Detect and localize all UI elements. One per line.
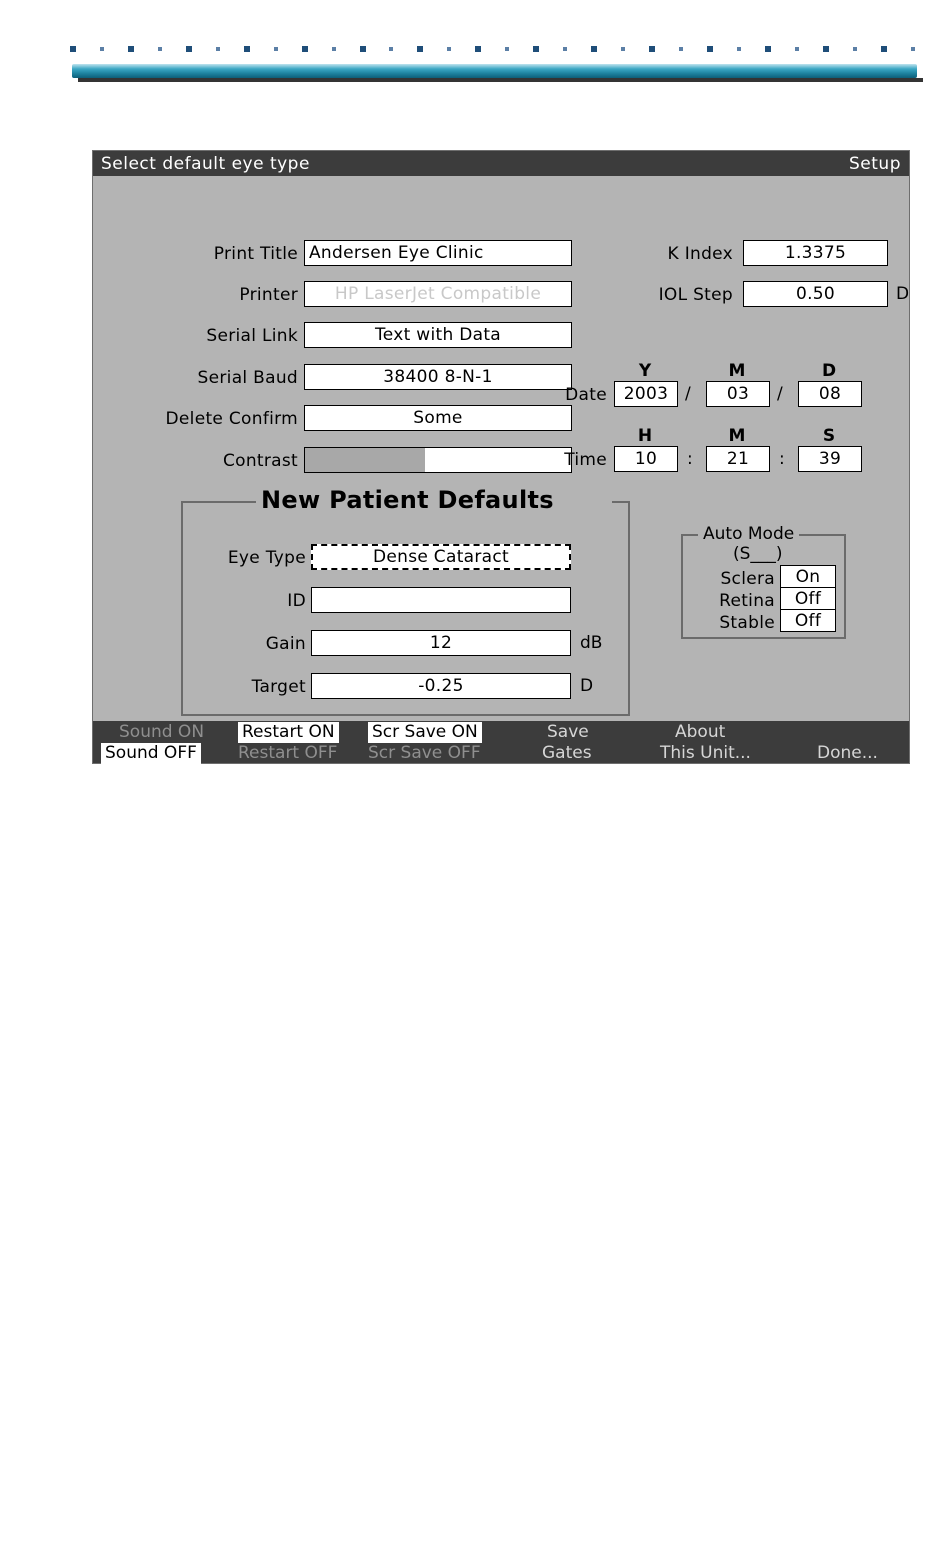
date-separator-2: / — [777, 384, 783, 404]
id-input[interactable] — [311, 587, 571, 613]
setup-form — [93, 176, 909, 721]
target-input[interactable]: -0.25 — [311, 673, 571, 699]
setup-window — [92, 150, 910, 764]
window-title: Select default eye type — [101, 153, 310, 174]
new-patient-defaults-title: New Patient Defaults — [261, 486, 554, 514]
delete-confirm-label: Delete Confirm — [165, 409, 298, 429]
date-year-input[interactable]: 2003 — [614, 381, 678, 407]
menu-sound-on[interactable]: Sound ON — [119, 722, 205, 742]
date-separator-1: / — [685, 384, 691, 404]
bottom-menubar — [93, 721, 909, 763]
date-month-input[interactable]: 03 — [706, 381, 770, 407]
gain-input[interactable]: 12 — [311, 630, 571, 656]
menu-scr-save-off[interactable]: Scr Save OFF — [368, 743, 481, 763]
auto-mode-retina-label: Retina — [719, 591, 775, 611]
menu-restart-on[interactable]: Restart ON — [238, 722, 339, 743]
time-separator-1: : — [687, 449, 693, 469]
date-year-header: Y — [638, 361, 652, 381]
target-unit: D — [580, 676, 594, 696]
gain-label: Gain — [265, 634, 306, 654]
serial-baud-label: Serial Baud — [197, 368, 298, 388]
printer-label: Printer — [239, 285, 298, 305]
time-second-input[interactable]: 39 — [798, 446, 862, 472]
header-bar-shadow — [78, 78, 923, 82]
iol-step-unit: D — [896, 284, 910, 304]
delete-confirm-input[interactable]: Some — [304, 405, 572, 431]
print-title-label: Print Title — [213, 244, 298, 264]
serial-link-label: Serial Link — [206, 326, 298, 346]
time-minute-header: M — [728, 426, 746, 446]
contrast-label: Contrast — [222, 451, 298, 471]
time-hour-header: H — [637, 426, 653, 446]
serial-link-input[interactable]: Text with Data — [304, 322, 572, 348]
iol-step-input[interactable]: 0.50 — [743, 281, 888, 307]
menu-sound-off[interactable]: Sound OFF — [101, 743, 201, 764]
time-label: Time — [564, 450, 607, 470]
gain-unit: dB — [580, 633, 603, 653]
iol-step-label: IOL Step — [658, 285, 733, 305]
auto-mode-sclera-label: Sclera — [720, 569, 775, 589]
eye-type-label: Eye Type — [227, 548, 306, 568]
auto-mode-title: Auto Mode — [698, 524, 799, 544]
time-hour-input[interactable]: 10 — [614, 446, 678, 472]
menu-about[interactable]: About — [675, 722, 726, 742]
npd-frame-right — [628, 501, 630, 716]
contrast-slider-fill — [305, 448, 425, 472]
menu-scr-save-on[interactable]: Scr Save ON — [368, 722, 482, 743]
date-day-header: D — [821, 361, 837, 381]
decorative-dot-row — [70, 44, 915, 54]
menu-done[interactable]: Done... — [817, 743, 878, 763]
target-label: Target — [251, 677, 306, 697]
time-minute-input[interactable]: 21 — [706, 446, 770, 472]
decorative-header-bar — [72, 64, 917, 78]
window-titlebar — [93, 151, 909, 176]
eye-type-input[interactable]: Dense Cataract — [311, 544, 571, 570]
printer-input[interactable]: HP LaserJet Compatible — [304, 281, 572, 307]
id-label: ID — [287, 591, 306, 611]
auto-mode-stable-value[interactable]: Off — [780, 609, 836, 632]
print-title-input[interactable]: Andersen Eye Clinic — [304, 240, 572, 266]
menu-this-unit[interactable]: This Unit... — [660, 743, 751, 763]
auto-mode-retina-value[interactable]: Off — [780, 587, 836, 610]
window-mode-label: Setup — [849, 153, 901, 174]
date-day-input[interactable]: 08 — [798, 381, 862, 407]
menu-gates[interactable]: Gates — [542, 743, 592, 763]
auto-mode-sclera-value[interactable]: On — [780, 565, 836, 588]
menu-save[interactable]: Save — [547, 722, 589, 742]
date-month-header: M — [728, 361, 746, 381]
k-index-input[interactable]: 1.3375 — [743, 240, 888, 266]
date-label: Date — [565, 385, 607, 405]
menu-restart-off[interactable]: Restart OFF — [238, 743, 338, 763]
auto-mode-stable-label: Stable — [719, 613, 775, 633]
k-index-label: K Index — [667, 244, 733, 264]
auto-mode-subtitle: (S___) — [733, 544, 783, 564]
serial-baud-input[interactable]: 38400 8-N-1 — [304, 364, 572, 390]
time-second-header: S — [822, 426, 836, 446]
time-separator-2: : — [779, 449, 785, 469]
